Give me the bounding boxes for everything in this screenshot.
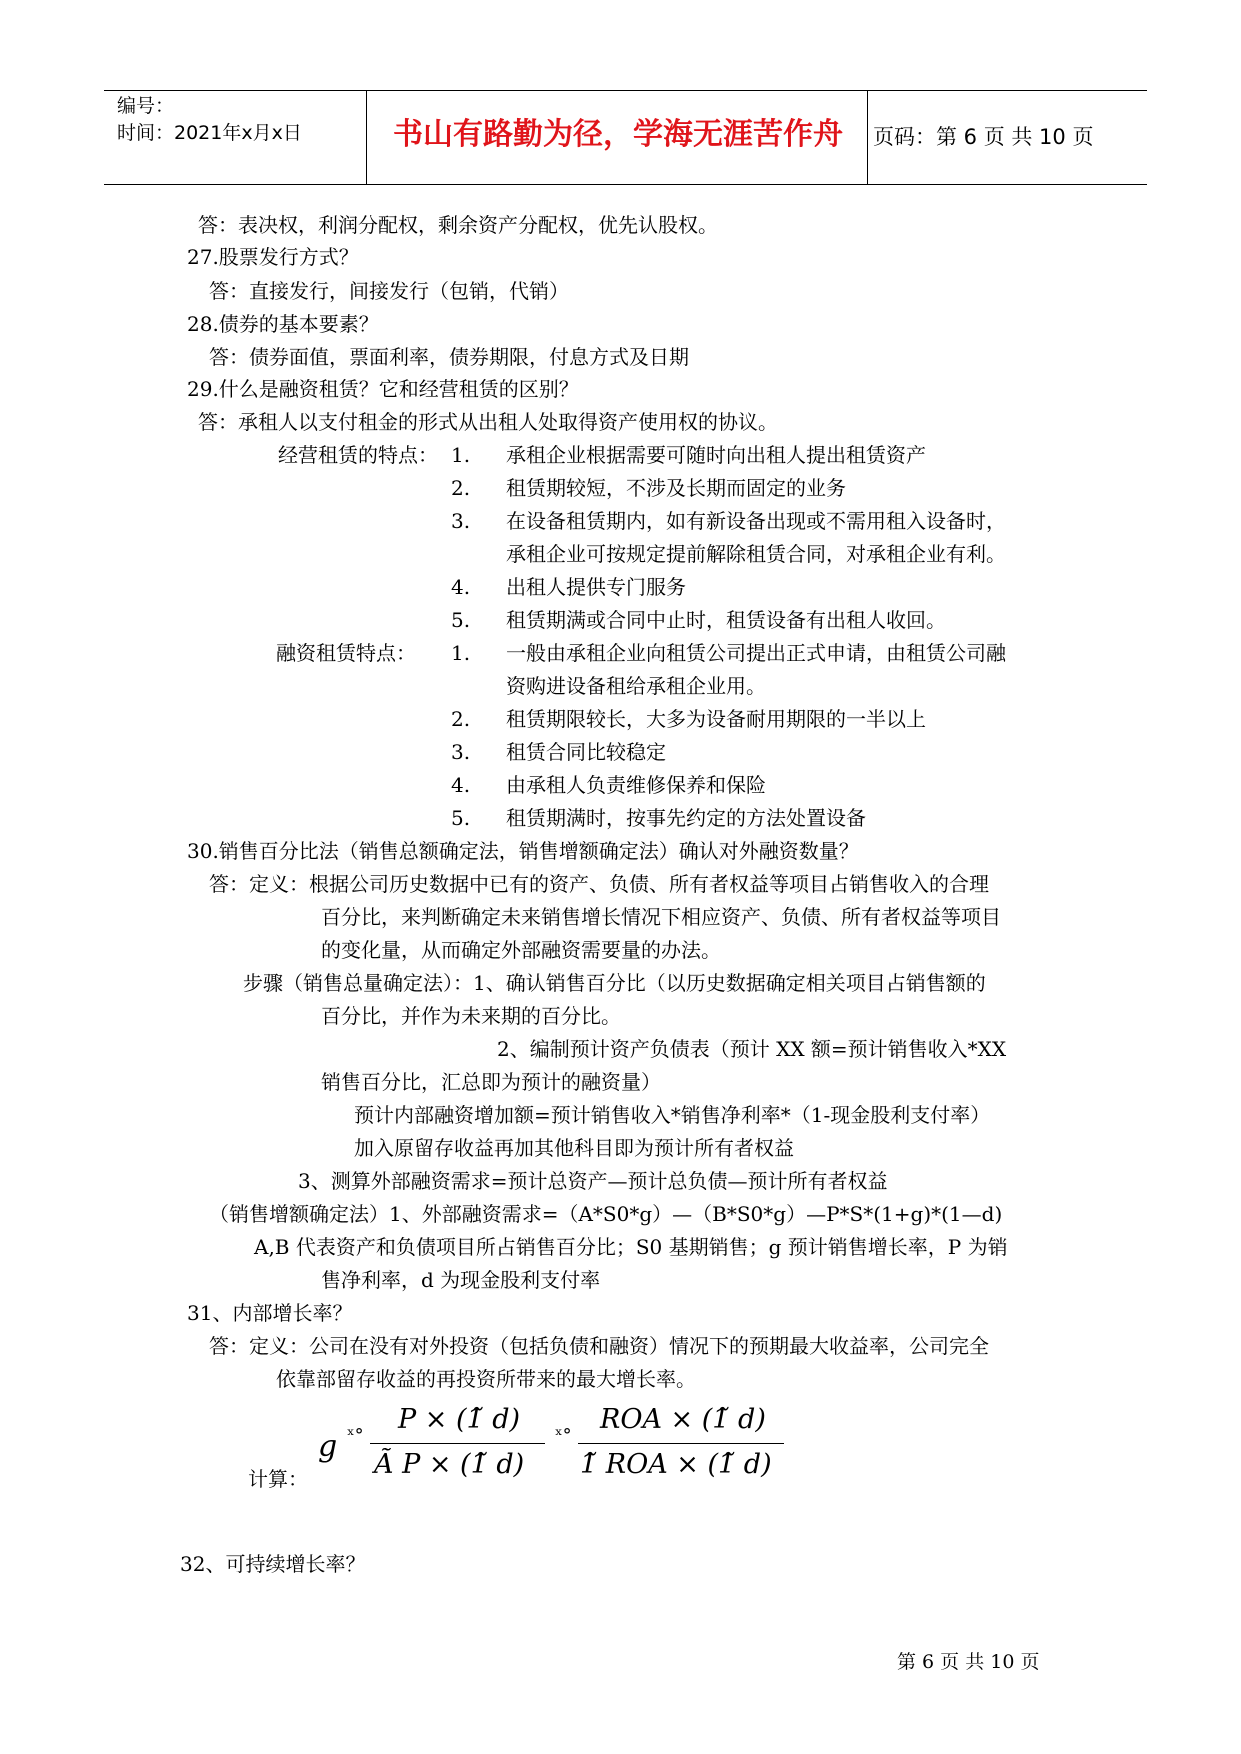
text-line: 答：承租人以支付租金的形式从出租人处取得资产使用权的协议。: [198, 410, 778, 434]
list-item: 租赁期满或合同中止时，租赁设备有出租人收回。: [506, 608, 946, 632]
formula-operator: ˣ°: [555, 1425, 572, 1446]
formula-numerator: P × (1̃ d): [398, 1404, 521, 1435]
question-32: 32、可持续增长率？: [180, 1552, 366, 1576]
header-motto: 书山有路勤为径，学海无涯苦作舟: [393, 117, 843, 152]
text-line: 加入原留存收益再加其他科目即为预计所有者权益: [354, 1136, 794, 1160]
list-number: 5.: [451, 608, 471, 632]
fraction-bar: [578, 1443, 784, 1444]
list-item: 承租企业根据需要可随时向出租人提出租赁资产: [506, 443, 926, 467]
text-line: 步骤（销售总量确定法）：1、确认销售百分比（以历史数据确定相关项目占销售额的: [243, 971, 986, 995]
list-number: 2.: [451, 707, 471, 731]
text-line: 售净利率，d 为现金股利支付率: [321, 1268, 601, 1292]
text-line: 3、测算外部融资需求=预计总资产—预计总负债—预计所有者权益: [298, 1169, 888, 1193]
text-line: 百分比，并作为未来期的百分比。: [321, 1004, 621, 1028]
header-divider: [366, 91, 367, 184]
list-item: 租赁合同比较稳定: [506, 740, 666, 764]
list-number: 3.: [451, 740, 471, 764]
fraction-bar: [370, 1443, 545, 1444]
text-line: 答：直接发行，间接发行（包销，代销）: [209, 279, 569, 303]
page-footer: 第 6 页 共 10 页: [897, 1651, 1040, 1673]
list-heading: 融资租赁特点：: [276, 641, 416, 665]
header-divider: [867, 91, 868, 184]
question-30: 30.销售百分比法（销售总额确定法，销售增额确定法）确认对外融资数量？: [187, 839, 859, 863]
list-item: 出租人提供专门服务: [506, 575, 686, 599]
list-item: 租赁期较短，不涉及长期而固定的业务: [506, 476, 846, 500]
text-line: 答：表决权，利润分配权，剩余资产分配权，优先认股权。: [198, 213, 718, 237]
list-item-continued: 资购进设备租给承租企业用。: [506, 674, 766, 698]
list-item: 由承租人负责维修保养和保险: [506, 773, 766, 797]
formula-operator: ˣ°: [347, 1425, 364, 1446]
list-heading: 经营租赁的特点：: [278, 443, 438, 467]
formula-numerator: ROA × (1̃ d): [600, 1404, 766, 1435]
text-line: A,B 代表资产和负债项目所占销售百分比；S0 基期销售；g 预计销售增长率，P 为销: [254, 1235, 1008, 1259]
number-label: 编号：: [117, 95, 175, 117]
text-line: 预计内部融资增加额=预计销售收入*销售净利率*（1-现金股利支付率）: [354, 1103, 991, 1127]
header-page-number: 页码：第 6 页 共 10 页: [873, 125, 1094, 149]
list-number: 2.: [451, 476, 471, 500]
list-number: 4.: [451, 575, 471, 599]
list-item: 在设备租赁期内，如有新设备出现或不需用租入设备时，: [506, 509, 1006, 533]
formula-denominator: Ã P × (1̃ d): [374, 1449, 525, 1480]
list-number: 4.: [451, 773, 471, 797]
text-line: 百分比，来判断确定未来销售增长情况下相应资产、负债、所有者权益等项目: [321, 905, 1001, 929]
text-line: 的变化量，从而确定外部融资需要量的办法。: [321, 938, 721, 962]
text-line: 答：定义：根据公司历史数据中已有的资产、负债、所有者权益等项目占销售收入的合理: [209, 872, 989, 896]
text-line: 答：定义：公司在没有对外投资（包括负债和融资）情况下的预期最大收益率，公司完全: [209, 1334, 989, 1358]
question-27: 27.股票发行方式？: [187, 245, 359, 269]
page-header: [104, 90, 1147, 185]
text-line: 销售百分比，汇总即为预计的融资量）: [321, 1070, 661, 1094]
list-number: 5.: [451, 806, 471, 830]
question-28: 28.债券的基本要素？: [187, 312, 379, 336]
formula-g: g: [318, 1429, 338, 1464]
text-line: 2、编制预计资产负债表（预计 XX 额=预计销售收入*XX: [497, 1037, 1007, 1061]
list-number: 3.: [451, 509, 471, 533]
text-line: 答：债券面值，票面利率，债券期限，付息方式及日期: [209, 345, 689, 369]
list-number: 1.: [451, 641, 471, 665]
formula-label: 计算：: [248, 1467, 308, 1491]
formula-denominator: 1̃ ROA × (1̃ d): [580, 1449, 772, 1480]
text-line: （销售增额确定法）1、外部融资需求=（A*S0*g）—（B*S0*g）—P*S*(1+g)*(1—d): [209, 1202, 1003, 1226]
text-line: 依靠部留存收益的再投资所带来的最大增长率。: [276, 1367, 696, 1391]
question-29: 29.什么是融资租赁？它和经营租赁的区别？: [187, 377, 579, 401]
time-label: 时间：2021年x月x日: [117, 122, 302, 144]
list-item: 租赁期限较长，大多为设备耐用期限的一半以上: [506, 707, 926, 731]
list-number: 1.: [451, 443, 471, 467]
list-item-continued: 承租企业可按规定提前解除租赁合同，对承租企业有利。: [506, 542, 1006, 566]
list-item: 一般由承租企业向租赁公司提出正式申请，由租赁公司融: [506, 641, 1006, 665]
header-meta: [117, 93, 302, 147]
question-31: 31、内部增长率？: [187, 1301, 353, 1325]
list-item: 租赁期满时，按事先约定的方法处置设备: [506, 806, 866, 830]
